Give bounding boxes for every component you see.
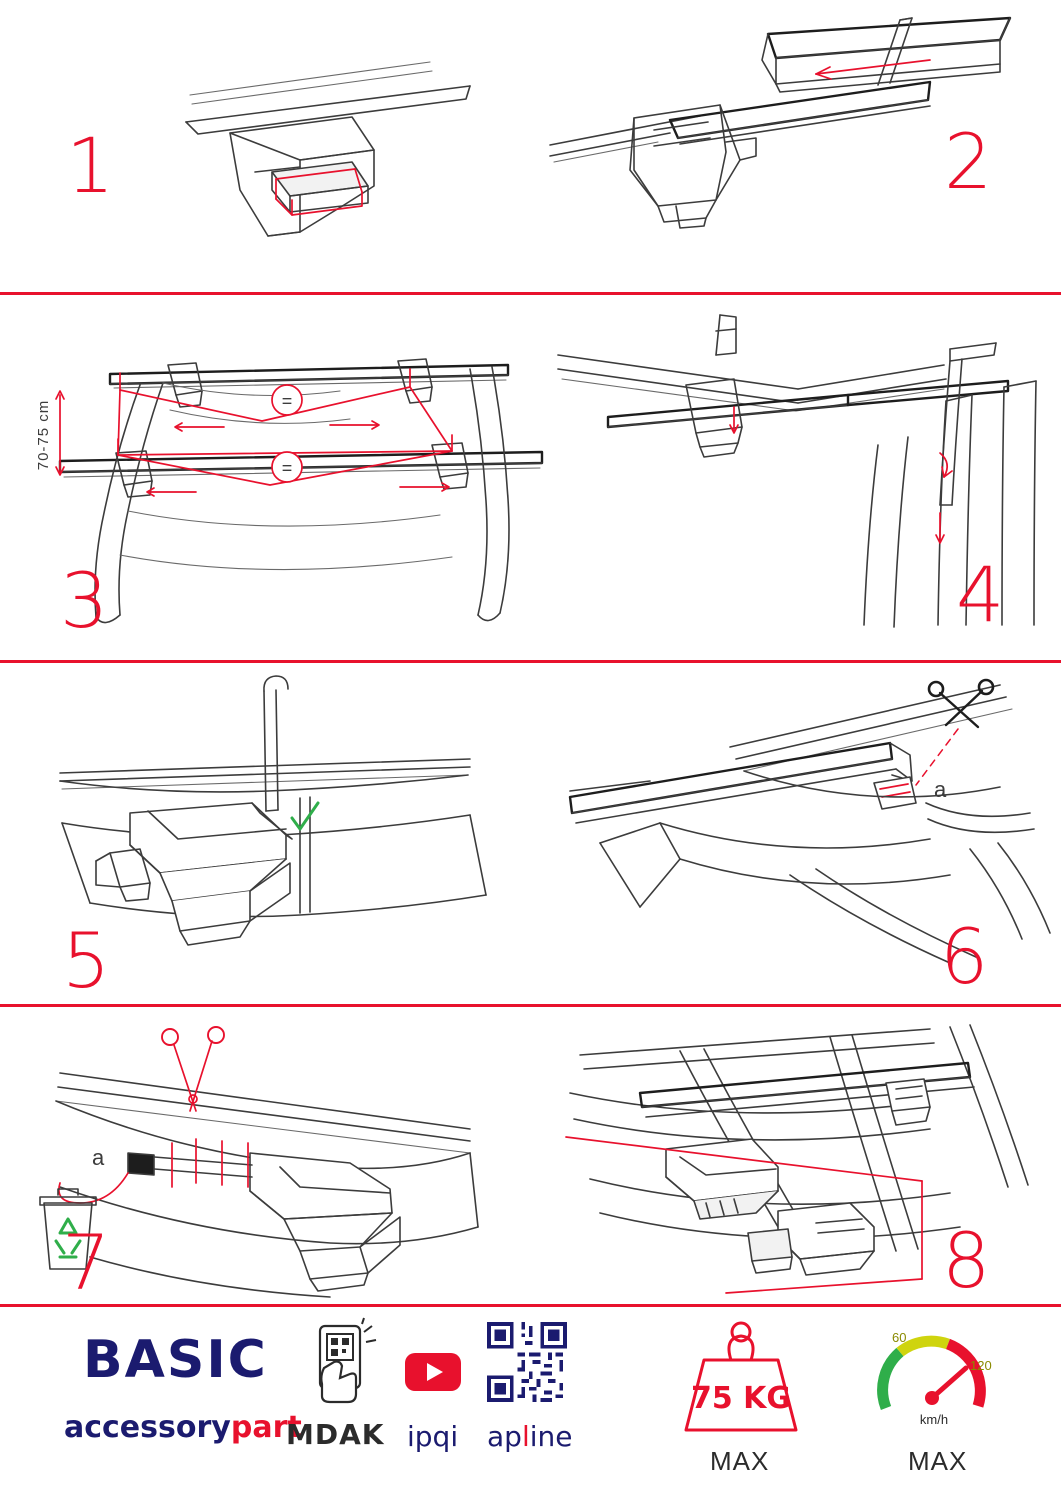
- footer: [0, 1304, 1061, 1500]
- step-6-panel: [530, 663, 1061, 1004]
- qr-scan-phone-icon: [300, 1322, 386, 1408]
- mdak-logo: MDAK: [286, 1418, 385, 1451]
- step-number-2: 2: [944, 117, 992, 206]
- apline-logo-ine: ine: [529, 1420, 573, 1453]
- step-1-panel: [0, 0, 530, 292]
- step-1-illustration: [186, 62, 470, 236]
- apline-logo: [487, 1420, 572, 1453]
- step-number-3: 3: [60, 556, 108, 645]
- qr-code-icon: [487, 1322, 567, 1402]
- basic-logo: BASIC: [83, 1330, 268, 1390]
- max-speed-icon: [870, 1318, 998, 1442]
- step-2-illustration: [550, 18, 1010, 228]
- step-number-4: 4: [956, 550, 1004, 639]
- apline-logo-l: l: [521, 1420, 530, 1453]
- step-3-illustration: [56, 359, 542, 623]
- accessorypart-logo-part: part: [230, 1410, 302, 1445]
- scissors-icon: [929, 680, 993, 727]
- step-number-6: 6: [940, 912, 988, 1001]
- step-3-panel: [0, 295, 548, 660]
- step-2-panel: [530, 0, 1061, 292]
- step-number-1: 1: [66, 121, 114, 210]
- ipqi-logo: ipqi: [407, 1420, 459, 1453]
- max-load-icon: [676, 1318, 806, 1442]
- accessorypart-logo: [64, 1410, 302, 1445]
- max-load-value: 75 KG: [690, 1381, 792, 1416]
- part-label-a-step7: a: [92, 1145, 105, 1170]
- step-7-panel: [0, 1007, 530, 1304]
- max-load-caption: MAX: [710, 1446, 770, 1476]
- dimension-label: 70-75 cm: [35, 399, 52, 471]
- speed-unit-label: km/h: [919, 1412, 949, 1427]
- step-number-7: 7: [62, 1218, 110, 1304]
- apline-logo-ap: ap: [487, 1420, 522, 1453]
- gauge-high-label: 120: [970, 1358, 992, 1373]
- step-5-panel: [0, 663, 530, 1004]
- youtube-icon[interactable]: [404, 1350, 462, 1394]
- step-number-8: 8: [942, 1216, 990, 1304]
- equal-badge-top: =: [281, 391, 293, 411]
- equal-badge-bottom: =: [281, 458, 293, 478]
- step-5-illustration: [60, 676, 486, 945]
- step-4-panel: [548, 295, 1061, 660]
- step-number-5: 5: [62, 916, 110, 1004]
- accessorypart-logo-accessory: accessory: [64, 1410, 231, 1445]
- gauge-low-label: 60: [892, 1330, 907, 1345]
- scissors-icon-step7: [162, 1027, 224, 1111]
- part-label-a-step6: a: [934, 777, 947, 802]
- step-8-panel: [530, 1007, 1061, 1304]
- max-speed-caption: MAX: [908, 1446, 968, 1476]
